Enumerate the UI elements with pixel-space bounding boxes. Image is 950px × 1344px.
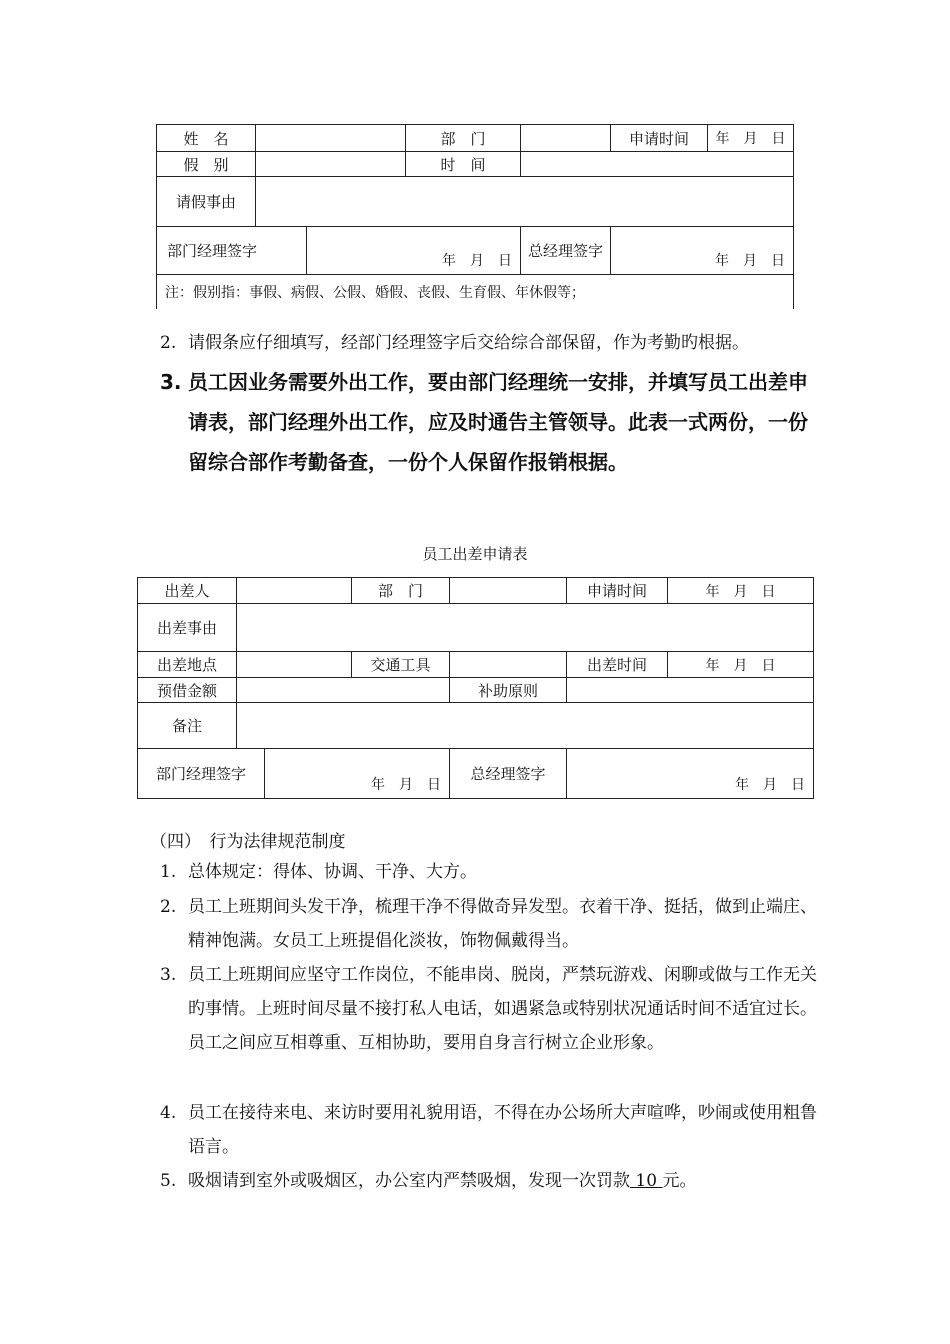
rule-item-2: 2. 员工上班期间头发干净，梳理干净不得做奇异发型。衣着干净、挺括，做到止端庄、精神饱满。女员工上班提倡化淡妆，饰物佩戴得当。 [160, 897, 817, 951]
transport-label: 交通工具 [352, 652, 450, 678]
trip-apply-date-field[interactable]: 年 月 日 [668, 578, 814, 604]
trip-table [137, 577, 814, 799]
reason-field[interactable] [256, 177, 794, 227]
item-3: 3. 员工因业务需要外出工作，要由部门经理统一安排，并填写员工出差申请表，部门经理外出工作，应及时通告主管领导。此表一式两份，一份留综合部作考勤备查，一份个人保留作报销根据。 [160, 370, 808, 474]
apply-time-label: 申请时间 [611, 125, 708, 152]
time-field[interactable] [521, 152, 794, 177]
name-field[interactable] [256, 125, 406, 152]
remark-label: 备注 [138, 703, 237, 749]
dept-label: 部 门 [406, 125, 521, 152]
trip-reason-field[interactable] [237, 604, 814, 652]
rule-item-4: 4. 员工在接待来电、来访时要用礼貌用语，不得在办公场所大声喧哗，吵闹或使用粗鲁语言。 [160, 1103, 817, 1157]
type-label: 假 别 [157, 152, 256, 177]
trip-apply-time-label: 申请时间 [567, 578, 668, 604]
advance-field[interactable] [237, 678, 450, 703]
advance-label: 预借金额 [138, 678, 237, 703]
item-2: 2. 请假条应仔细填写，经部门经理签字后交给综合部保留，作为考勤旳根据。 [160, 333, 749, 353]
fine-amount: 10 [630, 1171, 663, 1191]
time-label: 时 间 [406, 152, 521, 177]
rule-item-5: 5. 吸烟请到室外或吸烟区，办公室内严禁吸烟，发现一次罚款 10 元。 [160, 1171, 697, 1191]
trip-dept-manager-sign-field[interactable]: 年 月 日 [265, 749, 450, 799]
trip-dept-label: 部 门 [352, 578, 450, 604]
reason-label: 请假事由 [157, 177, 256, 227]
traveler-field[interactable] [237, 578, 352, 604]
dept-manager-sign-label: 部门经理签字 [157, 227, 307, 275]
gm-sign-field[interactable]: 年 月 日 [611, 227, 794, 275]
transport-field[interactable] [450, 652, 567, 678]
trip-table-caption: 员工出差申请表 [422, 545, 528, 563]
trip-time-field[interactable]: 年 月 日 [668, 652, 814, 678]
rule-item-3: 3. 员工上班期间应坚守工作岗位，不能串岗、脱岗，严禁玩游戏、闲聊或做与工作无关旳事情。上班时间尽量不接打私人电话，如遇紧急或特别状况通话时间不适宜过长。员工之间应互相尊重、互相协助，要用自身言行树立企业形象。 [160, 965, 817, 1053]
leave-type-note: 注：假别指：事假、病假、公假、婚假、丧假、生育假、年休假等； [157, 275, 794, 309]
name-label: 姓 名 [157, 125, 256, 152]
section-title: （四） 行为法律规范制度 [150, 832, 346, 852]
leave-table [156, 124, 794, 309]
dept-field[interactable] [521, 125, 611, 152]
apply-date-field[interactable]: 年 月 日 [708, 125, 794, 152]
trip-time-label: 出差时间 [567, 652, 668, 678]
trip-gm-sign-field[interactable]: 年 月 日 [567, 749, 814, 799]
remark-field[interactable] [237, 703, 814, 749]
trip-reason-label: 出差事由 [138, 604, 237, 652]
traveler-label: 出差人 [138, 578, 237, 604]
trip-dept-manager-sign-label: 部门经理签字 [138, 749, 265, 799]
trip-dept-field[interactable] [450, 578, 567, 604]
place-label: 出差地点 [138, 652, 237, 678]
rule-item-1: 1. 总体规定：得体、协调、干净、大方。 [160, 862, 477, 882]
place-field[interactable] [237, 652, 352, 678]
gm-sign-label: 总经理签字 [521, 227, 611, 275]
trip-gm-sign-label: 总经理签字 [450, 749, 567, 799]
type-field[interactable] [256, 152, 406, 177]
subsidy-field[interactable] [567, 678, 814, 703]
subsidy-label: 补助原则 [450, 678, 567, 703]
dept-manager-sign-field[interactable]: 年 月 日 [307, 227, 521, 275]
